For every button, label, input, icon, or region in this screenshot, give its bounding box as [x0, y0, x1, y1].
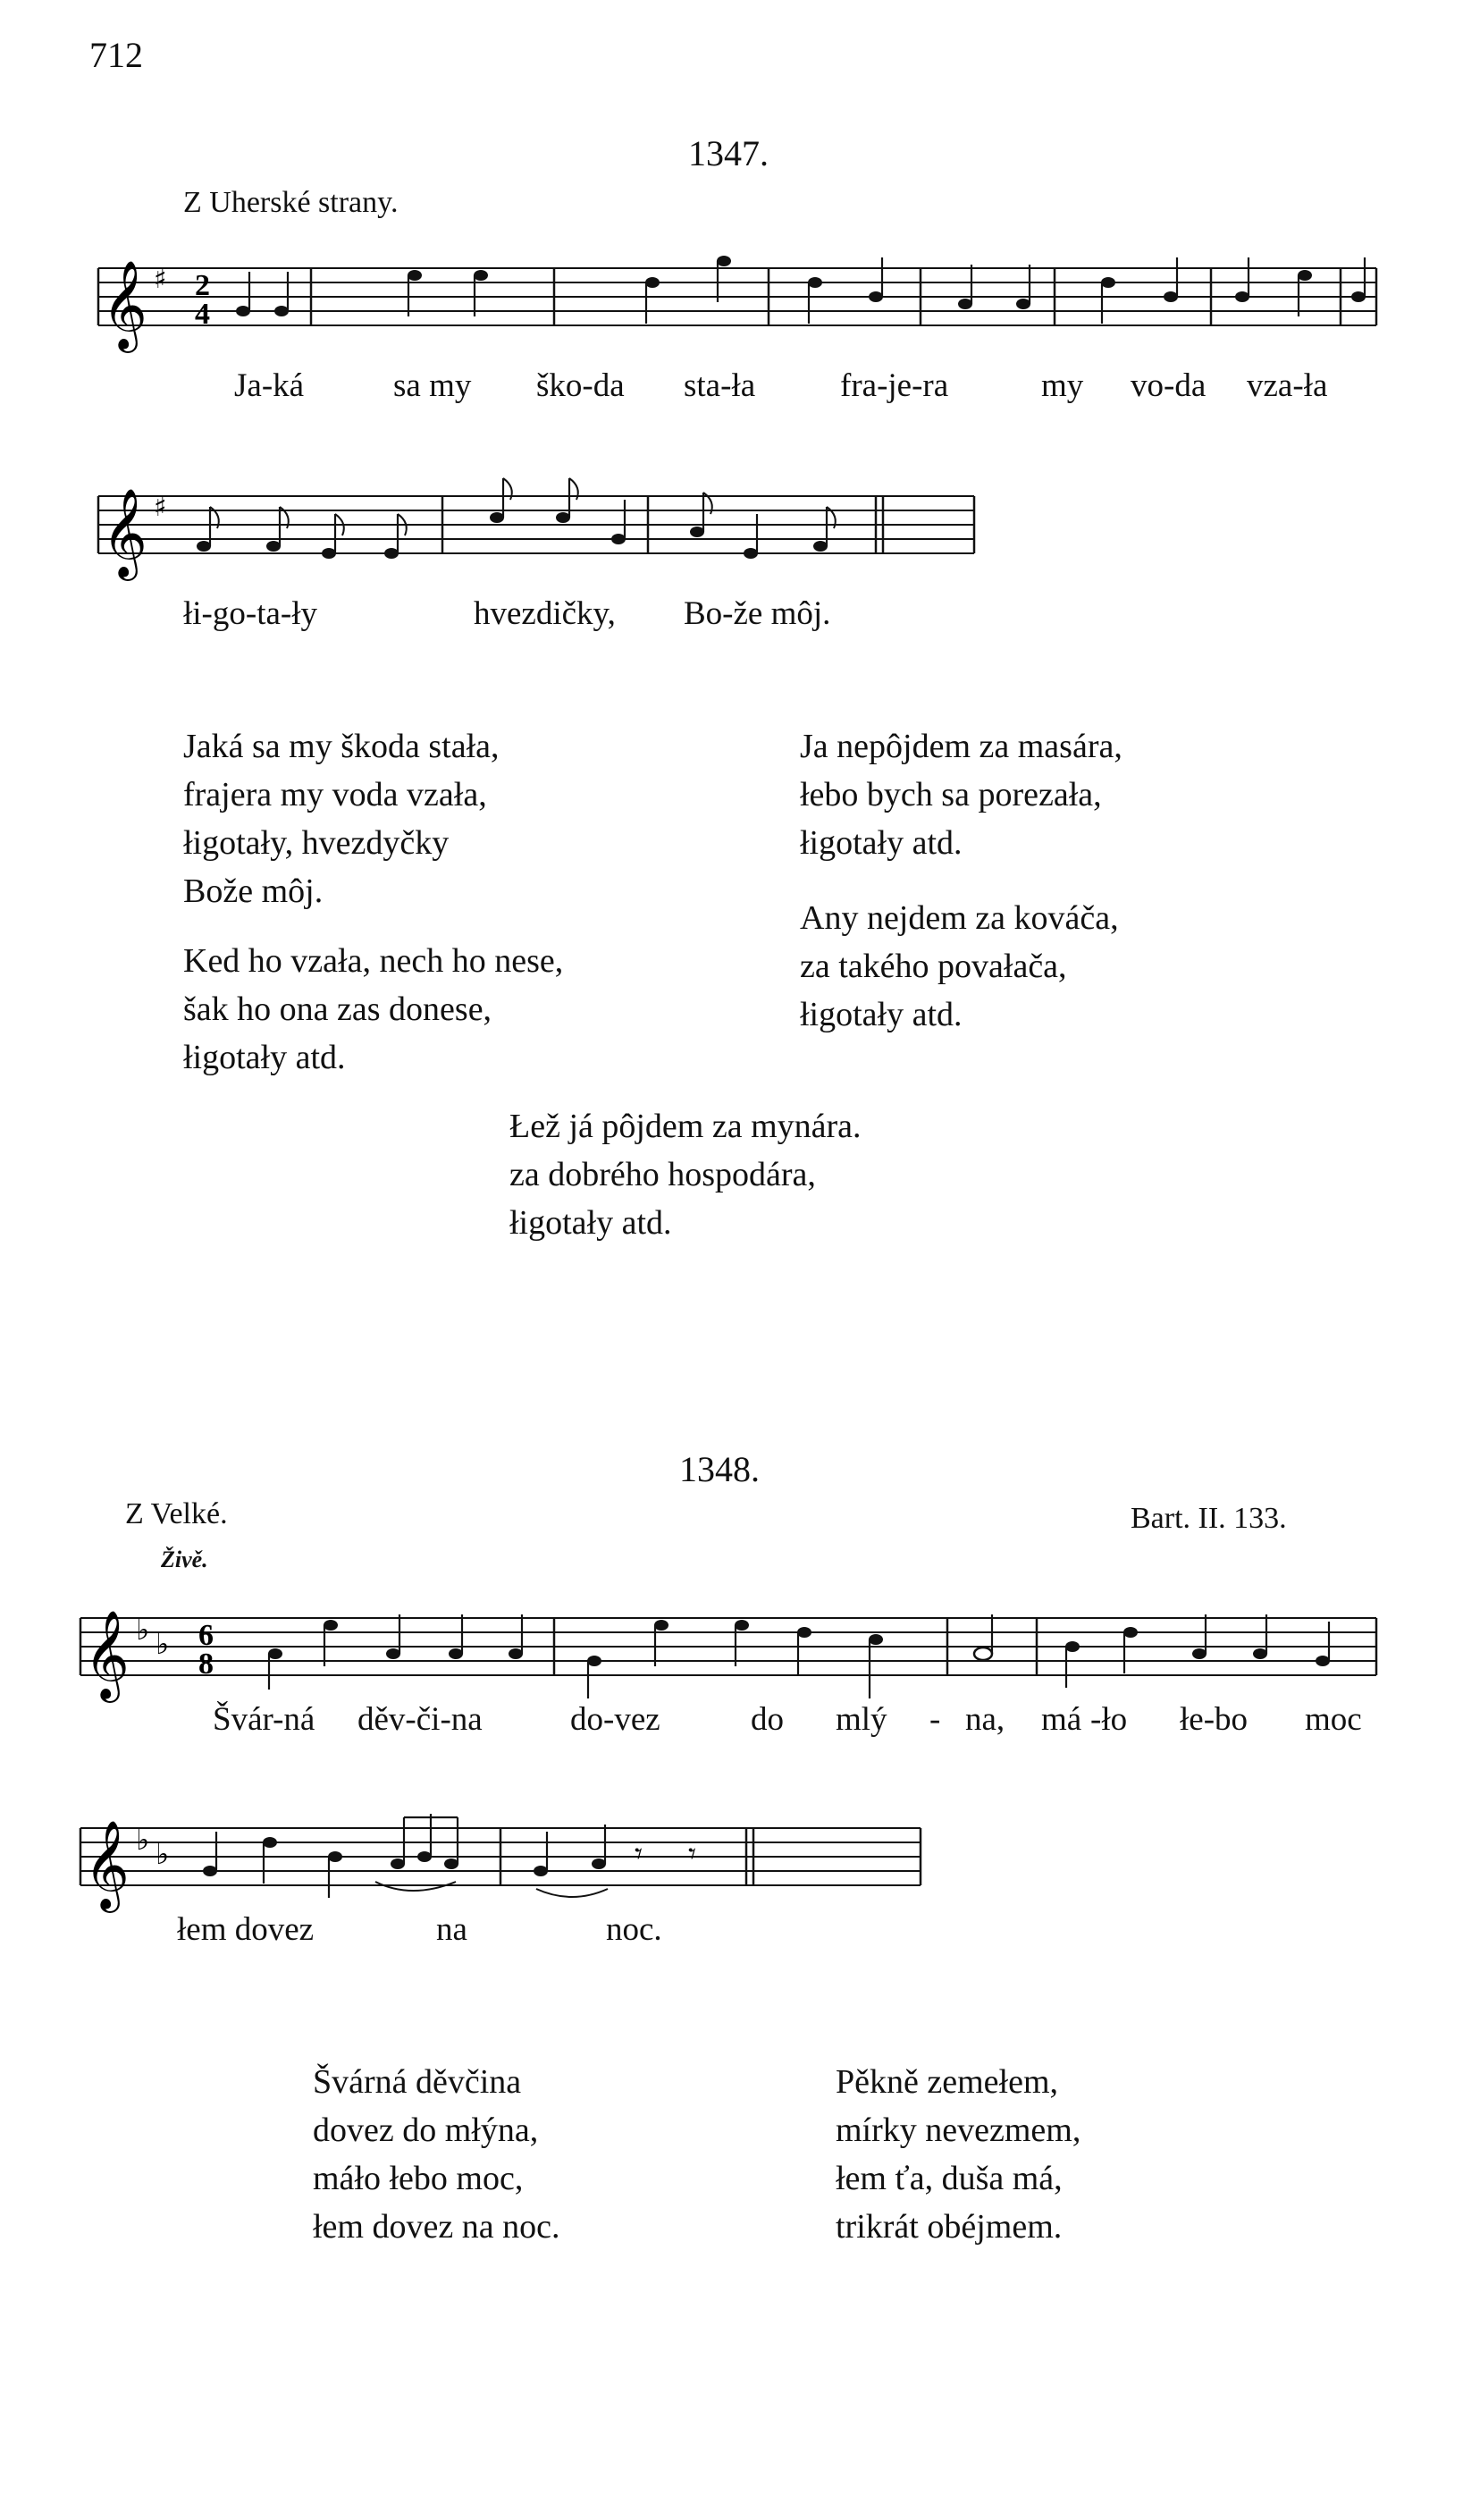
staff-lines	[80, 1618, 1376, 1675]
music-staff	[71, 1792, 929, 1917]
verse-block	[800, 894, 1119, 1039]
song-source: Bart. II. 133.	[1131, 1502, 1287, 1535]
music-staff	[89, 241, 1385, 367]
verse-line: dovez do młýna,	[313, 2111, 539, 2149]
time-signature-bottom: 4	[195, 298, 210, 331]
lyric-word: sta-ła	[684, 367, 756, 404]
verse-line: Pěkně zemełem,	[836, 2063, 1059, 2101]
lyric-word: má	[1041, 1701, 1082, 1738]
lyric-word: vza-ła	[1247, 367, 1328, 404]
verse-line: mírky nevezmem,	[836, 2111, 1081, 2149]
verse-line: máło łebo moc,	[313, 2160, 524, 2197]
lyric-word: my	[1041, 367, 1084, 404]
lyric-word: na,	[965, 1701, 1005, 1738]
sharp-icon: ♯	[154, 264, 167, 295]
verse-line: łigotały atd.	[509, 1204, 672, 1242]
lyric-word: do	[751, 1701, 784, 1738]
verse-line: frajera my voda vzała,	[183, 776, 487, 813]
treble-clef-icon: 𝄞	[84, 1820, 130, 1909]
verse-line: łigotały atd.	[183, 1039, 346, 1076]
lyric-word: łem dovez	[177, 1911, 315, 1948]
flat-icon: ♭	[156, 1837, 170, 1871]
song-origin: Z Uherské strany.	[183, 186, 399, 219]
music-staff	[71, 1582, 1385, 1707]
verse-block	[800, 722, 1122, 867]
verse-line: Łež já pôjdem za mynára.	[509, 1108, 862, 1145]
song-origin: Z Velké.	[125, 1497, 228, 1530]
sharp-icon: ♯	[154, 492, 167, 523]
staff-lines	[98, 496, 974, 553]
verse-block	[183, 722, 500, 915]
lyric-word: Švár-ná	[213, 1701, 315, 1738]
lyric-word: děv-či-na	[357, 1701, 483, 1738]
verse-line: Ja nepôjdem za masára,	[800, 728, 1122, 765]
lyric-word: łi-go-ta-ły	[183, 595, 318, 632]
lyric-word: vo-da	[1131, 367, 1207, 404]
lyric-word: Ja-ká	[234, 367, 305, 404]
lyric-word: ško-da	[536, 367, 625, 404]
verse-line: łem ťa, duša má,	[836, 2160, 1063, 2197]
lyric-word: na	[436, 1911, 467, 1948]
verse-block	[509, 1102, 862, 1247]
lyric-word: łe-bo	[1180, 1701, 1249, 1738]
verse-line: Any nejdem za kováča,	[800, 899, 1119, 937]
lyric-word: Bo-že môj.	[684, 595, 831, 632]
flat-icon: ♭	[136, 1613, 150, 1647]
verse-line: łigotały atd.	[800, 996, 963, 1033]
page-number: 712	[89, 35, 143, 75]
tempo-marking: Živě.	[161, 1547, 208, 1572]
flat-icon: ♭	[136, 1823, 150, 1857]
verse-line: łigotały, hvezdyčky	[183, 824, 450, 862]
notes	[197, 478, 883, 559]
lyric-word: noc.	[606, 1911, 662, 1948]
verse-block	[183, 937, 563, 1082]
lyric-word: -ło	[1090, 1701, 1128, 1738]
flat-icon: ♭	[156, 1627, 170, 1661]
treble-clef-icon: 𝄞	[102, 260, 147, 350]
time-signature-top: 2	[195, 269, 210, 302]
lyric-word: -	[929, 1701, 941, 1738]
verse-line: Ked ho vzała, nech ho nese,	[183, 942, 564, 980]
verse-line: za takého povałača,	[800, 948, 1067, 985]
lyric-word: fra-je-ra	[840, 367, 949, 404]
verse-line: łem dovez na noc.	[313, 2208, 560, 2246]
lyric-word: moc	[1305, 1701, 1362, 1738]
verse-block	[313, 2058, 559, 2251]
music-staff	[89, 478, 992, 594]
time-signature-bottom: 8	[198, 1648, 214, 1681]
song-number: 1348.	[679, 1449, 760, 1489]
song-number: 1347.	[688, 133, 769, 173]
treble-clef-icon: 𝄞	[84, 1610, 130, 1699]
verse-line: Jaká sa my škoda stała,	[183, 728, 500, 765]
staff-lines	[98, 268, 1376, 325]
svg-text:𝄾: 𝄾	[635, 1836, 643, 1872]
treble-clef-icon: 𝄞	[102, 488, 147, 577]
notes	[236, 256, 1366, 325]
verse-line: šak ho ona zas donese,	[183, 990, 492, 1028]
time-signature-top: 6	[198, 1619, 214, 1652]
notes	[268, 1614, 1330, 1698]
verse-line: za dobrého hospodára,	[509, 1156, 816, 1193]
lyric-word: do-vez	[570, 1701, 660, 1738]
verse-line: łebo bych sa porezała,	[800, 776, 1102, 813]
verse-line: Švárná děvčina	[313, 2063, 522, 2101]
verse-line: łigotały atd.	[800, 824, 963, 862]
lyric-word: mlý	[836, 1701, 887, 1738]
lyric-word: sa my	[393, 367, 472, 404]
svg-text:𝄾: 𝄾	[688, 1836, 697, 1872]
lyric-word: hvezdičky,	[474, 595, 616, 632]
verse-line: Bože môj.	[183, 872, 324, 910]
verse-block	[836, 2058, 1080, 2251]
verse-line: trikrát obéjmem.	[836, 2208, 1063, 2246]
